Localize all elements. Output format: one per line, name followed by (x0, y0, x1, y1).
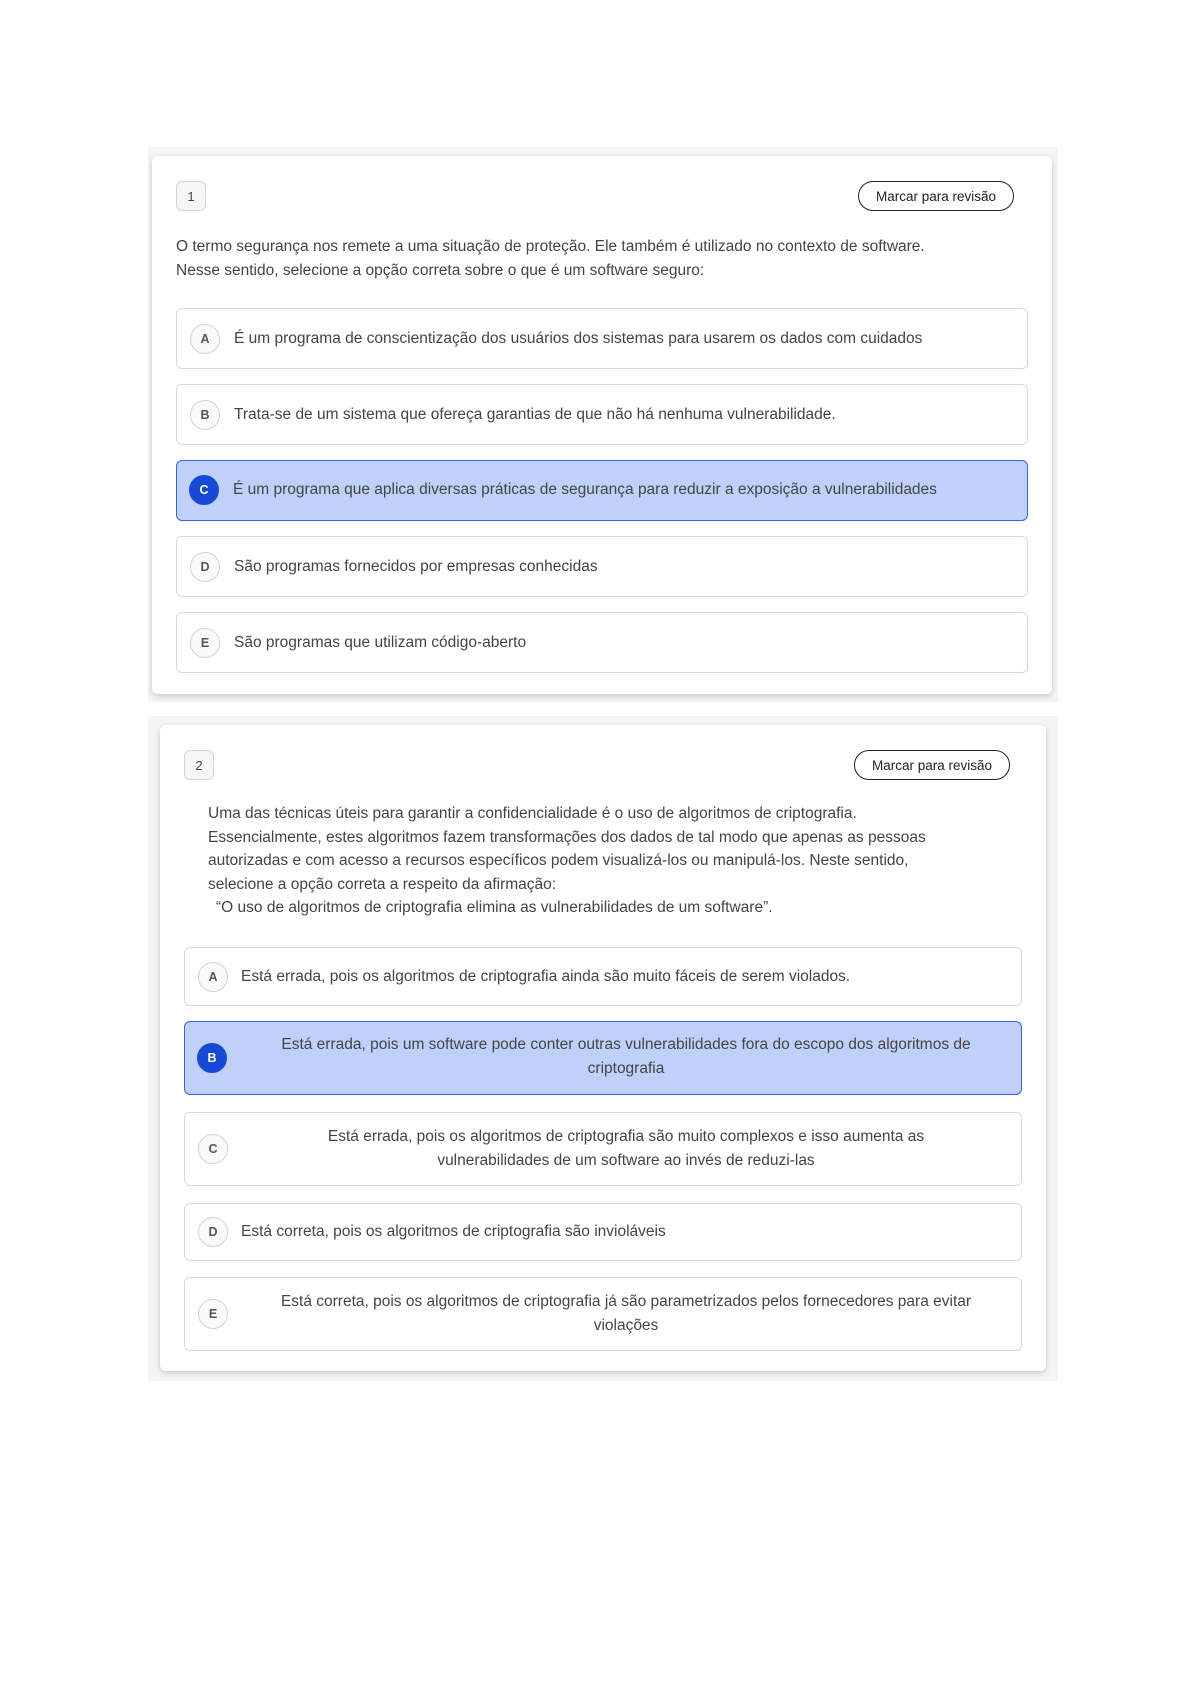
option-letter-badge: C (189, 475, 219, 505)
option-text: São programas fornecidos por empresas conhecidas (234, 558, 598, 575)
option-letter-badge: B (190, 400, 220, 430)
question-number: 2 (184, 750, 214, 780)
option-text-line: violações (593, 1316, 659, 1334)
option-letter-badge: D (190, 552, 220, 582)
option-text: São programas que utilizam código-aberto (234, 634, 527, 651)
option-e[interactable] (184, 1277, 1022, 1351)
option-text: Está errada, pois os algoritmos de criptografia ainda são muito fáceis de serem violados. (241, 968, 851, 985)
question-text (176, 235, 1036, 282)
option-b[interactable] (184, 1021, 1022, 1095)
option-letter-badge: E (190, 628, 220, 658)
option-b[interactable] (176, 384, 1028, 445)
question-1-card (152, 156, 1052, 694)
option-text-line: Está errada, pois os algoritmos de criptografia são muito complexos e isso aumenta as (327, 1128, 925, 1145)
option-letter-badge: B (197, 1043, 227, 1073)
option-a[interactable] (184, 947, 1022, 1006)
option-letter-badge: A (190, 324, 220, 354)
option-c[interactable] (184, 1112, 1022, 1186)
option-e[interactable] (176, 612, 1028, 673)
mark-for-review-button[interactable]: Marcar para revisão (858, 181, 1014, 211)
question-text (208, 802, 1028, 920)
option-text: É um programa de conscientização dos usuários dos sistemas para usarem os dados com cuidados (234, 330, 923, 347)
question-text-line: selecione a opção correta a respeito da afirmação: (208, 875, 557, 893)
option-letter-badge: C (198, 1134, 228, 1164)
question-text-line: Uma das técnicas úteis para garantir a confidencialidade é o uso de algoritmos de criptografia. (208, 805, 857, 822)
question-text-line: Nesse sentido, selecione a opção correta sobre o que é um software seguro: (176, 261, 705, 279)
option-d[interactable] (184, 1203, 1022, 1261)
option-d[interactable] (176, 536, 1028, 597)
option-text (241, 1290, 1011, 1337)
option-letter-badge: D (198, 1217, 228, 1247)
option-c[interactable] (176, 460, 1028, 521)
option-text-line: vulnerabilidades de um software ao invés de reduzi-las (437, 1151, 815, 1169)
option-text: É um programa que aplica diversas práticas de segurança para reduzir a exposição a vulnerabilidades (233, 481, 937, 498)
option-text: Está correta, pois os algoritmos de criptografia são invioláveis (241, 1223, 666, 1240)
option-text (241, 1125, 1011, 1172)
question-number: 1 (176, 181, 206, 211)
option-letter-badge: E (198, 1299, 228, 1329)
option-text: Trata-se de um sistema que ofereça garantias de que não há nenhuma vulnerabilidade. (234, 406, 836, 423)
question-text-line: autorizadas e com acesso a recursos específicos podem visualizá-los ou manipulá-los. Neste sentido, (208, 852, 909, 869)
question-text-line: O termo segurança nos remete a uma situação de proteção. Ele também é utilizado no contexto de software. (176, 238, 925, 255)
option-a[interactable] (176, 308, 1028, 369)
mark-for-review-button[interactable]: Marcar para revisão (854, 750, 1010, 780)
option-text-line: Está errada, pois um software pode conter outras vulnerabilidades fora do escopo dos algoritmos de (281, 1036, 971, 1053)
quoted-statement: “O uso de algoritmos de criptografia elimina as vulnerabilidades de um software”. (216, 899, 773, 916)
option-text-line: criptografia (587, 1059, 665, 1077)
question-2-card (160, 725, 1046, 1371)
option-text-line: Está correta, pois os algoritmos de criptografia já são parametrizados pelos fornecedores para evitar (280, 1293, 972, 1310)
option-letter-badge: A (198, 962, 228, 992)
option-text (241, 1033, 1011, 1080)
question-text-line: Essencialmente, estes algoritmos fazem transformações dos dados de tal modo que apenas as pessoas (208, 828, 926, 846)
